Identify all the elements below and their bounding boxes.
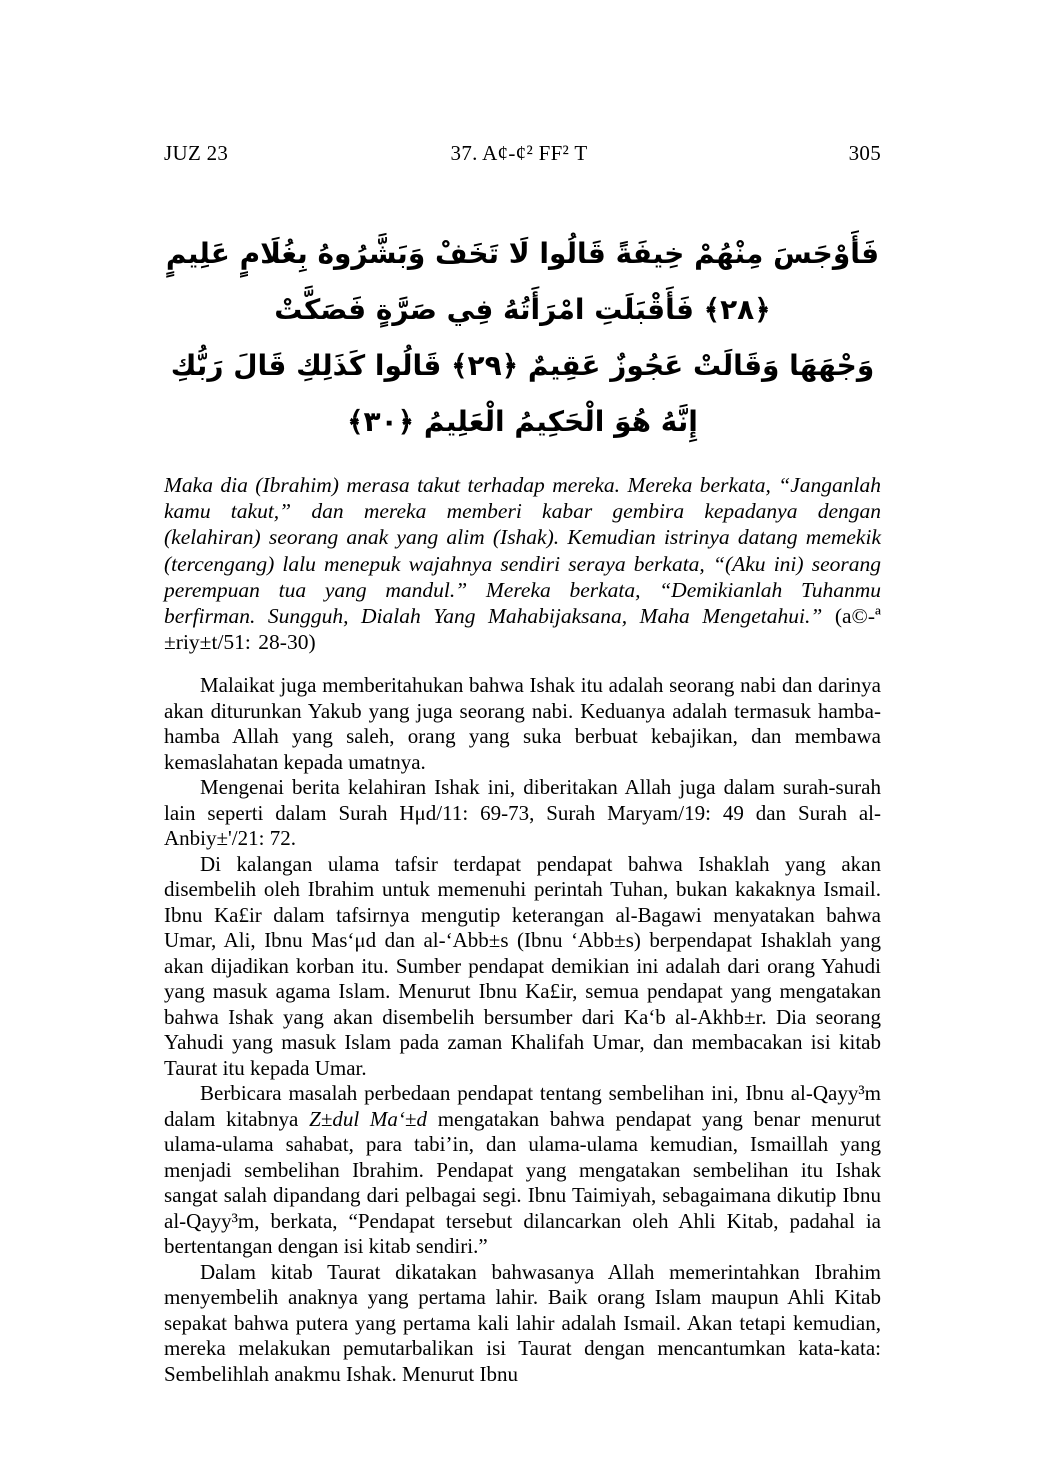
- quran-verse-arabic: [164, 226, 881, 450]
- page-header: [164, 0, 881, 166]
- verse-translation: [164, 472, 881, 655]
- tafsir-paragraph-4-rest: mengatakan bahwa pendapat yang benar menurut ulama-ulama sahabat, para tabi’in, dan ulama-ulama kemudian, Ismaillah yang menjadi sembelihan Ibrahim. Pendapat yang mengatakan sembelihan itu Ishak sangat salah dipandang dari pelbagai segi. Ibnu Taimiyah, sebagaimana dikutip Ibnu al-Qayy³m, berkata, “Pendapat tersebut dilancarkan oleh Ahli Kitab, padahal ia bertentangan dengan isi kitab sendiri.”: [164, 1106, 881, 1259]
- verse-translation-text: Maka dia (Ibrahim) merasa takut terhadap mereka. Mereka berkata, “Janganlah kamu takut,” dan mereka memberi kabar gembira kepadanya dengan (kelahiran) seorang anak yang alim (Ishak). Kemudian istrinya datang memekik (tercengang) lalu menepuk wajahnya sendiri seraya berkata, “(Aku ini) seorang perempuan tua yang mandul.” Mereka berkata, “Demikianlah Tuhanmu berfirman. Sungguh, Dialah Yang Mahabijaksana, Maha Mengetahui.”: [164, 473, 881, 629]
- book-title-zadul-maad: Z±dul Ma‘±d: [309, 1106, 427, 1131]
- tafsir-paragraph-3: Di kalangan ulama tafsir terdapat pendapat bahwa Ishaklah yang akan disembelih oleh Ibrahim untuk memenuhi perintah Tuhan, bukan kakaknya Ismail. Ibnu Ka£ir dalam tafsirnya mengutip keterangan al-Bagawi menyatakan bahwa Umar, Ali, Ibnu Mas‘μd dan al-‘Abb±s (Ibnu ‘Abb±s) berpendapat Ishaklah yang akan dijadikan korban itu. Sumber pendapat demikian ini adalah dari orang Yahudi yang masuk agama Islam. Menurut Ibnu Ka£ir, semua pendapat yang mengatakan bahwa Ishak yang akan disembelih bersumber dari Ka‘b al-Akhb±r. Dia seorang Yahudi yang masuk Islam pada zaman Khalifah Umar, dan membacakan isi kitab Taurat itu kepada Umar.: [164, 851, 881, 1080]
- tafsir-paragraph-4: [164, 1081, 881, 1260]
- quran-line-1: فَأَوْجَسَ مِنْهُمْ خِيفَةً قَالُوا لَا تَخَفْ وَبَشَّرُوهُ بِغُلَامٍ عَلِيمٍ ﴿٢٨﴾ فَأَقْبَلَتِ امْرَأَتُهُ فِي صَرَّةٍ فَصَكَّتْ: [165, 237, 880, 326]
- tafsir-paragraph-5: Dalam kitab Taurat dikatakan bahwasanya Allah memerintahkan Ibrahim menyembelih anaknya yang pertama lahir. Baik orang Islam maupun Ahli Kitab sepakat bahwa putera yang pertama kali lahir adalah Ismail. Akan tetapi kemudian, mereka melakukan pemutarbalikan isi Taurat dengan mencantumkan kata-kata: Sembelihlah anakmu Ishak. Menurut Ibnu: [164, 1259, 881, 1386]
- tafsir-paragraph-1: Malaikat juga memberitahukan bahwa Ishak itu adalah seorang nabi dan darinya akan diturunkan Yakub yang juga seorang nabi. Keduanya adalah termasuk hamba-hamba Allah yang saleh, orang yang suka berbuat kebajikan, dan membawa kemaslahatan kepada umatnya.: [164, 673, 881, 774]
- tafsir-paragraph-2: Mengenai berita kelahiran Ishak ini, diberitakan Allah juga dalam surah-surah lain seperti dalam Surah Hμd/11: 69-73, Surah Maryam/19: 49 dan Surah al-Anbiy±'/21: 72.: [164, 775, 881, 851]
- tafsir-paragraph-4-lead: Berbicara masalah perbedaan pendapat tentang sembelihan ini, Ibnu al-Qayy³m dalam kitabnya: [164, 1081, 881, 1131]
- surah-title: 37. A¢-¢² FF² T: [450, 141, 588, 165]
- page-number: 305: [848, 141, 881, 165]
- juz-label: JUZ 23: [164, 141, 229, 165]
- quran-line-2: وَجْهَهَا وَقَالَتْ عَجُوزٌ عَقِيمٌ ﴿٢٩﴾ قَالُوا كَذَلِكِ قَالَ رَبُّكِ إِنَّهُ هُوَ الْحَكِيمُ الْعَلِيمُ ﴿٣٠﴾: [170, 349, 875, 438]
- text-column: [164, 0, 881, 1387]
- verse-reference: (a©-ª ±riy±t/51: 28-30): [164, 604, 881, 655]
